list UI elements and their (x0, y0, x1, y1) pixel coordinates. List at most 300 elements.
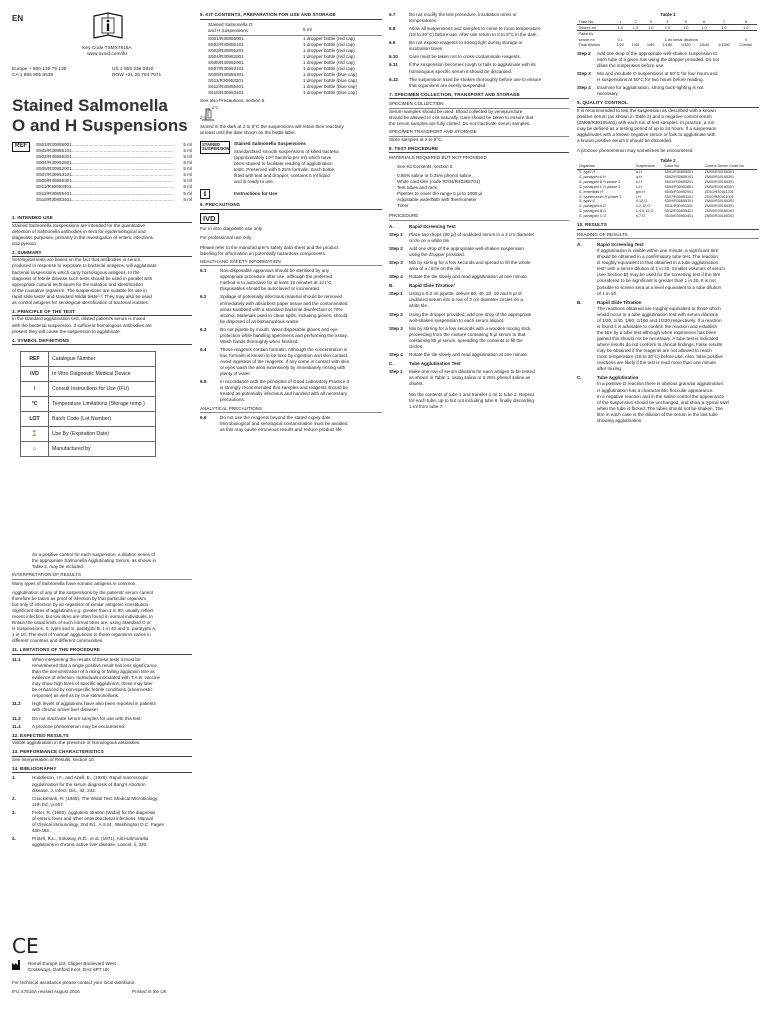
text-line: The reactions obtained are roughly equivalent to those which (597, 305, 721, 311)
table2-cell: S. paratyphi C H phase 1 (579, 184, 621, 189)
table2-cell: S511/R30953301 (664, 204, 693, 209)
table2-cell: S. paratyphi B O (579, 209, 607, 214)
text-line: Microbiological and serological contamination must be avoided (220, 421, 348, 427)
symbol-label: Manufactured by (49, 442, 156, 457)
table2-cell: a-H (635, 175, 642, 180)
ref-dots: ................................................................................ (71, 142, 174, 147)
procedure-step (389, 369, 569, 410)
factory-icon (12, 960, 22, 970)
text-line: different countries and different communities. (12, 638, 104, 644)
performance-line: See Interpretation of Results, section 10. (12, 756, 95, 762)
ref-volume: 5 ml (183, 148, 192, 154)
ref-dots: ................................................................................ (71, 178, 174, 184)
section-title: 4. SYMBOL DEFINITIONS (12, 338, 192, 346)
table1-cell: serum ml (578, 36, 595, 42)
item-text (32, 775, 192, 793)
table1-header-cell: 8 (735, 19, 757, 25)
procedure-step (389, 291, 569, 309)
text-line: plenty of water. (220, 371, 251, 377)
text-line: remembered that a single positive result has less significance (32, 663, 157, 668)
table1-cell: 1/40 (631, 41, 640, 47)
ref-volume: 5 ml (183, 184, 192, 190)
ref-code: S504/R30952801 (36, 160, 72, 166)
text-line: diagnostic purposes, primarily in the investigation of enteric infections (12, 234, 153, 240)
required-item: 0.85% saline or 0.25% phenol saline (397, 172, 472, 178)
step-label: Step 3 (577, 71, 591, 77)
required-item: Test tubes and rack (397, 184, 437, 190)
result-a (577, 242, 759, 297)
text-line: been stained to facilitate reading of agglutination (234, 160, 333, 166)
section-title: 2. SUMMARY (12, 250, 192, 258)
symbol-2-icon: i (21, 382, 49, 397)
text-line: Using the dropper provided, add one drop of the appropriate (409, 311, 532, 317)
table1-header-cell: 4 (658, 19, 676, 25)
text-line: should be allowed to clot naturally. Care should be taken to ensure that (389, 114, 534, 120)
text-line: H agglutination has a characteristic floccular appearance. (597, 387, 714, 393)
text-line: Mix the contents of tube 1 and transfer 1 ml to tube 2. Repeat (409, 392, 534, 398)
kit-head-line: and H Suspensions (208, 27, 248, 33)
text-line: When interpreting the results of these tests it must be (32, 656, 141, 662)
ref-dots: ................................................................................ (71, 190, 174, 196)
text-line: diluent. (409, 381, 424, 387)
item-number: 2. (12, 795, 16, 801)
ref-dots: ................................................................................ (71, 166, 174, 172)
text-line: fitted with teat and dropper, contains 5 ml liquid (234, 172, 330, 178)
item-text (32, 716, 192, 722)
ref-volume: 5 ml (183, 154, 192, 160)
text-line: is roughly equivalent to that obtained in a tube agglutination (597, 260, 719, 266)
text-line: Cruickshank, R. (1965). The Widal Test. Medical Microbiology, (32, 795, 159, 801)
symbol-row (21, 367, 156, 382)
contact-block (12, 67, 192, 80)
step-text (409, 312, 569, 324)
text-line: precautions. (220, 397, 246, 403)
table2-header-cell: Suspension (634, 164, 663, 169)
table1-header-cell: 6 (695, 19, 713, 25)
precaution-item (389, 26, 569, 38)
table2-cell: 1,2,12-O (635, 204, 651, 209)
step-text (409, 260, 569, 272)
table1-cell: 0 (744, 36, 747, 42)
required-item: Timer (397, 203, 409, 209)
table1-header-cell: 2 (628, 19, 643, 25)
procedure-step (577, 51, 759, 69)
text-line: titre in each case is the dilution of the serum in the last tube (597, 411, 718, 417)
step-label: Step 2 (577, 50, 591, 56)
text-line: detection of Salmonella antibodies in sera for epidemiological and (12, 228, 146, 234)
text-line: If agglutination is visible within one minute, a significant titre (597, 248, 719, 254)
table2-cell: ZM00/R30165301 (704, 204, 735, 209)
ref-volume: 5 ml (183, 142, 192, 147)
table1-cell: Diluent ml (577, 25, 613, 31)
section-title: 6. PRECAUTIONS (200, 202, 382, 210)
contact-left-1: CA 1 855 805 8539 (12, 73, 54, 79)
text-line: possible to screen sera at a level equivalent to a tube dilution (597, 284, 722, 290)
text-line: using the dropper provided. (409, 252, 465, 257)
contact-right-1: ROW +31 20 794 7071 (112, 73, 162, 79)
text-line: As a positive control for each suspension, a dilution series of (32, 552, 156, 557)
text-line: with chronic active liver disease⁴. (32, 707, 100, 713)
temp-low: 2°C (200, 116, 207, 121)
see-precautions: See also Precautions, section 6. (200, 98, 266, 104)
result-b (577, 300, 759, 373)
text-line: considered to be significant is greater than 1 in 20. It is not (597, 278, 716, 284)
symbol-label: Catalogue Number (49, 352, 156, 367)
text-line: treated as potentially infectious and handled with all necessary (220, 391, 348, 397)
table1-cell: 1 ml serial dilutions (664, 36, 698, 42)
table1-cell: 1/1280 (717, 41, 730, 47)
table2-cell: ZM00/R30165301 (704, 214, 735, 219)
table2-cell: S. typhi O (579, 199, 596, 204)
temp-limit-icon (200, 106, 382, 122)
text-line: of the causative organism. The suspensions are suitable for use in (12, 287, 147, 293)
table1-cell: 1.0 (677, 25, 695, 31)
text-line: Non-disposable apparatus should be sterilised by any (220, 268, 330, 274)
text-line: is strongly recommended that samples and reagents should be (220, 385, 348, 391)
table2-cell: S. paratyphi A O (579, 204, 606, 209)
item-text (32, 724, 192, 730)
proc-a (389, 224, 569, 281)
table1-cell: 1.0 (695, 25, 713, 31)
text-line: the titre by a tube test although when experience has been (597, 329, 717, 335)
text-line: recent infection, but low titres are often found in normal individuals. In (12, 614, 153, 620)
result-b-title: Rapid Slide Titration (597, 299, 642, 305)
text-line: and is ready to use. (234, 178, 275, 184)
proc-c-title: Tube Agglutination Test (409, 360, 461, 366)
table2-cell: 9,12-O (635, 199, 648, 204)
text-line: tests. Preserved with 0.25% formalin. Each bottle, (234, 166, 336, 172)
step-text (597, 85, 759, 97)
sections-1-4 (12, 212, 192, 457)
text-line: Wash hands thoroughly when finished. (220, 338, 299, 344)
procedure-step (577, 85, 759, 97)
table1-header-cell: 7 (713, 19, 734, 25)
kit-content: 1 dropper bottle (blue cap) (303, 72, 357, 78)
step-text (409, 291, 569, 309)
item-text (220, 327, 382, 345)
stained-title: Stained Salmonella Suspensions (234, 140, 306, 146)
text-line: diagnosis of febrile disease such tests should be used in parallel with (12, 275, 153, 281)
text-line: response) as well as by true salmonellosis. (32, 693, 120, 699)
text-line: as this may cause erroneous results and reduce product life. (220, 427, 343, 433)
text-line: at least until the date shown on the bottle label. (200, 130, 296, 136)
prozone-line: A prozone phenomenon may sometimes be encountered. (577, 148, 694, 154)
text-line: or eyes wash the area extensively by immediately rinsing with (220, 365, 346, 371)
kit-table (206, 36, 359, 97)
symbol-row (21, 352, 156, 367)
text-line: Avoid ingestion of the reagents. If any come in contact with skin (220, 359, 350, 365)
step-text (409, 352, 569, 358)
title-line-1: Stained Salmonella (12, 96, 168, 115)
text-line: 1 ml from tube 7. (409, 404, 444, 410)
step-label: Step 4 (389, 274, 403, 280)
text-line: circles. (409, 343, 424, 349)
symbol-0-icon: REF (21, 352, 49, 367)
symbol-3-icon: °C (21, 397, 49, 412)
text-line: positive serum (as shown in Table 2) and a negative control serum (577, 113, 712, 119)
kit-code: S512/R30855401 (208, 84, 244, 90)
symbol-label: In Vitro Diagnostic Medical Device (49, 367, 156, 382)
table2-row (577, 214, 757, 219)
text-line: Serum samples should be used. Blood collected by venepuncture (389, 108, 523, 114)
ref-code: S512/R30855401 (36, 190, 72, 196)
ivd-line: For in vitro diagnostic use only. (200, 226, 263, 232)
table2-cell: S515/R30953401 (664, 214, 694, 219)
symbol-4-icon: LOT (21, 412, 49, 427)
kit-head-vol: 5 ml (303, 26, 312, 32)
website: www.oxoid.com/ifu (87, 52, 127, 57)
item-text (220, 268, 382, 292)
table1-cell: 1.9 (613, 25, 628, 31)
text-line: areas swabbed with a standard bacterial disinfectant or 70% (220, 306, 343, 312)
ref-volume: 5 ml (183, 166, 192, 172)
kit-code: S515/R30953401 (208, 90, 244, 96)
text-line: necessary. (597, 91, 619, 97)
table2-cell: S501/R30855001 (664, 170, 694, 175)
text-line: as control antigens for serological identification of bacterial isolates. (12, 299, 150, 305)
required-item: White card tiles (code R704/R30368701) (397, 178, 480, 184)
bibliography-item (12, 810, 192, 834)
ifu-row (200, 189, 382, 199)
printed-in: Printed in the UK (132, 989, 167, 994)
text-line: rapid slide tests¹ and standard Widal tests²·³. They may also be used (12, 293, 152, 299)
table1-cell: 1.0 (735, 25, 757, 31)
kit-code: S509/R30855301 (208, 72, 244, 78)
table2-cell: S. enteritidis H (579, 189, 603, 194)
kit-code: S507/R30953101 (208, 66, 244, 71)
kit-head (208, 22, 382, 34)
text-line: be disposed of as biohazardous waste. (220, 318, 300, 324)
table2-cell: ZM00/R30165301 (704, 179, 735, 184)
text-line: undiluted serum into a row of 3 cm diameter circles on a (409, 297, 523, 303)
text-line: produced in response to exposure to bacterial antigens, will agglutinate (12, 263, 157, 269)
symbol-5-icon: ⌛ (21, 427, 49, 442)
kit-code: S501/R30855001 (208, 35, 244, 41)
item-number: 6.3 (200, 326, 207, 332)
procedure-step (389, 246, 569, 258)
hs-item (200, 268, 382, 292)
kit-content: 1 dropper bottle (red cap) (303, 41, 355, 47)
table2-cell: ZM00/R30165301 (704, 184, 735, 189)
ref-volume: 5 ml (183, 196, 192, 202)
text-line: Britain the usual limits of such normal titres are, using Standard O or (12, 620, 151, 626)
text-line: of Clinical Immunology, 2nd Ed., A.S.M., Washington D.C. Pages (32, 821, 164, 827)
step-label: Step 1 (389, 369, 403, 374)
text-line: as shown in Table 1, using saline or 0.25% phenol saline as (409, 375, 531, 381)
symbol-label: Temperature Limitations (Storage temp.) (49, 397, 156, 412)
text-line: be enhanced by non-specific febrile conditions (anamnestic (32, 687, 153, 693)
stained-label-line: STAINED (202, 141, 221, 147)
step-label: Step 3 (389, 325, 403, 331)
step-label: Step 2 (389, 311, 403, 317)
ifu-revision: IFU X7816A revised August 2016 (12, 989, 80, 994)
text-line: In the standard agglutination test, diluted patient's serum is mixed (12, 316, 146, 322)
column-1-lower (12, 552, 192, 848)
section-title: 12. EXPECTED RESULTS (12, 733, 192, 741)
kit-content: 1 dropper bottle (blue cap) (303, 90, 357, 96)
table1-header-cell: 1 (613, 19, 628, 25)
table1-cell: 1/320 (680, 41, 691, 47)
text-line: agglutination for the serum diagnosis of Bang's Abortion (32, 781, 146, 787)
text-line: evidence of infection. Individuals inoculated with T.A.B. vaccine (32, 675, 161, 681)
hs-title: HEALTH AND SAFETY INFORMATION (200, 259, 382, 267)
professional-line: For professional use only. (200, 235, 253, 241)
text-line: after mixing. (597, 366, 623, 372)
text-line: Mix by stirring for a few seconds with a wooden mixing stick, (409, 325, 532, 331)
text-line: alcohol. Materials used to clean spills, including gloves, should (220, 312, 348, 318)
proc-b (389, 283, 569, 358)
table2-header-cell: Organism (577, 164, 634, 169)
table1-header-cell: 3 (643, 19, 658, 25)
table2-cell: S512/R30855401 (664, 209, 694, 214)
text-line: low, formalin is known to be toxic by ingestion and skin contact. (220, 353, 349, 359)
manufacturer-address (28, 961, 116, 973)
ref-code: S511/R30953301 (36, 184, 72, 190)
ref-code: S501/R30855001 (36, 142, 72, 147)
info-icon: i (200, 189, 210, 199)
text-line: Stored in the dark at 2 to 8°C the suspensions will retain their reactivity (200, 124, 344, 130)
limitation-item (12, 657, 192, 699)
precaution-item (389, 62, 569, 74)
text-line: homologous specific serum it should be discarded. (409, 68, 512, 74)
item-number: 6.12 (389, 76, 398, 82)
item-text (409, 26, 569, 38)
text-line: 1 in 10. The level of 'normal' agglutinins to these organisms varies in (12, 632, 151, 638)
symbol-row (21, 397, 156, 412)
limitation-item (12, 724, 192, 730)
text-line: gained this should not be necessary. A tube test is indicated (597, 336, 719, 342)
text-line: with the bacterial suspension. If sufficient homologous antibodies are (12, 322, 152, 328)
ref-dots: ................................................................................ (71, 148, 174, 154)
section-title: 10. RESULTS (577, 222, 759, 230)
ref-code: S505/R30952901 (36, 166, 72, 172)
table2-cell: S. typhimurium H phase 1 (579, 194, 622, 199)
text-line: method is to autoclave for at least 15 minutes at 121°C. (220, 280, 333, 286)
text-line: High levels of agglutinins have also been reported in patients (32, 701, 156, 707)
ref-dots: ................................................................................ (71, 196, 174, 202)
ref-dots: ................................................................................ (71, 172, 174, 178)
bibliography-item (12, 775, 192, 793)
item-text (409, 12, 569, 24)
text-line: Do not modify the test procedure, incubation times or (409, 12, 517, 17)
kit-content: 1 dropper bottle (red cap) (303, 53, 355, 59)
text-line: Spillage of potentially infectious material should be removed (220, 294, 343, 300)
ref-code: S509/R30855301 (36, 178, 72, 184)
table2-cell: c-H (635, 184, 642, 189)
table-2 (577, 164, 757, 219)
kit-content: 1 dropper bottle (blue cap) (303, 84, 357, 90)
item-text (220, 294, 382, 324)
text-line: Mix by stirring for a few seconds and spread to fill the whole (409, 260, 531, 266)
text-line: Table 2, may be included. (32, 564, 85, 570)
table1-cell: 1.0 (643, 25, 658, 31)
text-line: that organisms are evenly suspended. (409, 82, 487, 88)
text-line: appropriate procedure after use, although the preferred (220, 274, 333, 280)
ref-dots: ................................................................................ (71, 184, 174, 190)
sc-title: SPECIMEN COLLECTION (389, 101, 569, 109)
text-line: Mix and incubate O suspensions at 50°C for four hours and (597, 71, 718, 77)
item-text (409, 54, 569, 60)
text-line: white tile. (409, 303, 429, 309)
text-line: therefore be taken as proof of infection by that particular organism (12, 595, 147, 601)
table2-cell: S. paratyphi B H phase 1 (579, 179, 620, 184)
text-line: 460-463. (32, 827, 51, 833)
symbol-label: Batch Code (Lot Number) (49, 412, 156, 427)
result-c-title: Tube Agglutination (597, 375, 639, 381)
item-text (409, 40, 569, 52)
text-line: Care must be taken not to cross-contaminate reagents. (409, 54, 522, 60)
text-line: and pyrexia. (12, 240, 38, 246)
column-2 (200, 0, 382, 433)
item-number: 6.2 (200, 294, 207, 300)
text-line: is found it is advisable to confirm the reaction and establish (597, 323, 718, 329)
proc-a-title: Rapid Screening Test (409, 223, 456, 229)
item-number: 6.10 (389, 54, 398, 60)
item-text (32, 657, 192, 699)
rr-title: READING OF RESULTS (577, 232, 759, 240)
kit-code: S502/R30855101 (208, 41, 244, 47)
table2-cell: ZD10/R30161001 (704, 194, 734, 199)
contact-left-0: Europe + 800 135 79 135 (12, 67, 67, 72)
kit-code: S511/R30953301 (208, 78, 244, 84)
symbol-row (21, 427, 156, 442)
item-text (32, 836, 192, 848)
text-line: Using a 0.2 ml pipette, deliver 80, 40, 20, 10 and 5 µl of (409, 291, 522, 297)
text-line: appropriate cultural techniques for the isolation and identification (12, 281, 144, 287)
ref-code: S507/R30953101 (36, 172, 72, 178)
result-c (577, 375, 759, 424)
title-line-2: O and H Suspensions (12, 116, 188, 136)
text-line: labelling for information on potentially hazardous components. (200, 250, 327, 256)
storage-line: Store samples at 2 to 8°C. (389, 136, 443, 142)
text-line: (18 to 30°C) before use. After use return to 2 to 8°C in the dark. (409, 32, 538, 38)
table2-cell: 6,7-O (635, 214, 646, 219)
item-number: 6.4 (200, 346, 207, 352)
kit-content: 1 dropper bottle (blue cap) (303, 78, 357, 84)
precaution-item (389, 40, 569, 52)
symbol-row (21, 382, 156, 397)
text-line: each tube of a given row using the dropper provided. Do not (597, 56, 720, 62)
ref-dots: ................................................................................ (71, 154, 174, 160)
table2-cell: gm-H (635, 189, 645, 194)
table2-cell: S502/R30855101 (664, 175, 694, 180)
item-number: 6.6 (200, 415, 207, 421)
text-line: Make one row of serum dilutions for each antigen to be tested (409, 369, 535, 374)
table2-cell: S504/R30952801 (664, 184, 694, 189)
procedure-step (389, 352, 569, 358)
result-letter: C. (577, 375, 582, 381)
step-label: Step 4 (577, 85, 591, 91)
text-line: H suspensions at 50°C for two hours before reading. (597, 77, 704, 83)
limitation-item (12, 716, 192, 722)
text-line: H Suspensions, S. typhi and S. paratyphi B, 1 in 40 and S. paratyphi A, (12, 626, 157, 632)
text-line: A prozone phenomenon may be encountered. (32, 723, 126, 729)
table1-cell: 1/640 (699, 41, 709, 47)
text-line: reactions are likely if the test is read more than one minute (597, 360, 716, 366)
item-number: 6.9 (389, 40, 396, 46)
required-item: Pipettes to cover the range 5 µl to 1000 µl (397, 191, 483, 196)
text-line: incubation times. (409, 46, 444, 52)
section-title: 5. KIT CONTENTS, PREPARATION FOR USE AND STORAGE (200, 12, 382, 20)
text-line: (approximately 10¹⁰ bacteria per ml) which have (234, 154, 332, 160)
text-line: Add one drop of the appropriate well-shaken suspension to (597, 50, 718, 56)
text-line: area of a circle on the tile. (409, 266, 462, 272)
text-line: 11th Ed., p.907. (32, 801, 65, 807)
table2-cell: a-H (635, 170, 642, 175)
ref-list (12, 142, 192, 203)
symbol-row (21, 442, 156, 457)
item-text (409, 77, 569, 89)
